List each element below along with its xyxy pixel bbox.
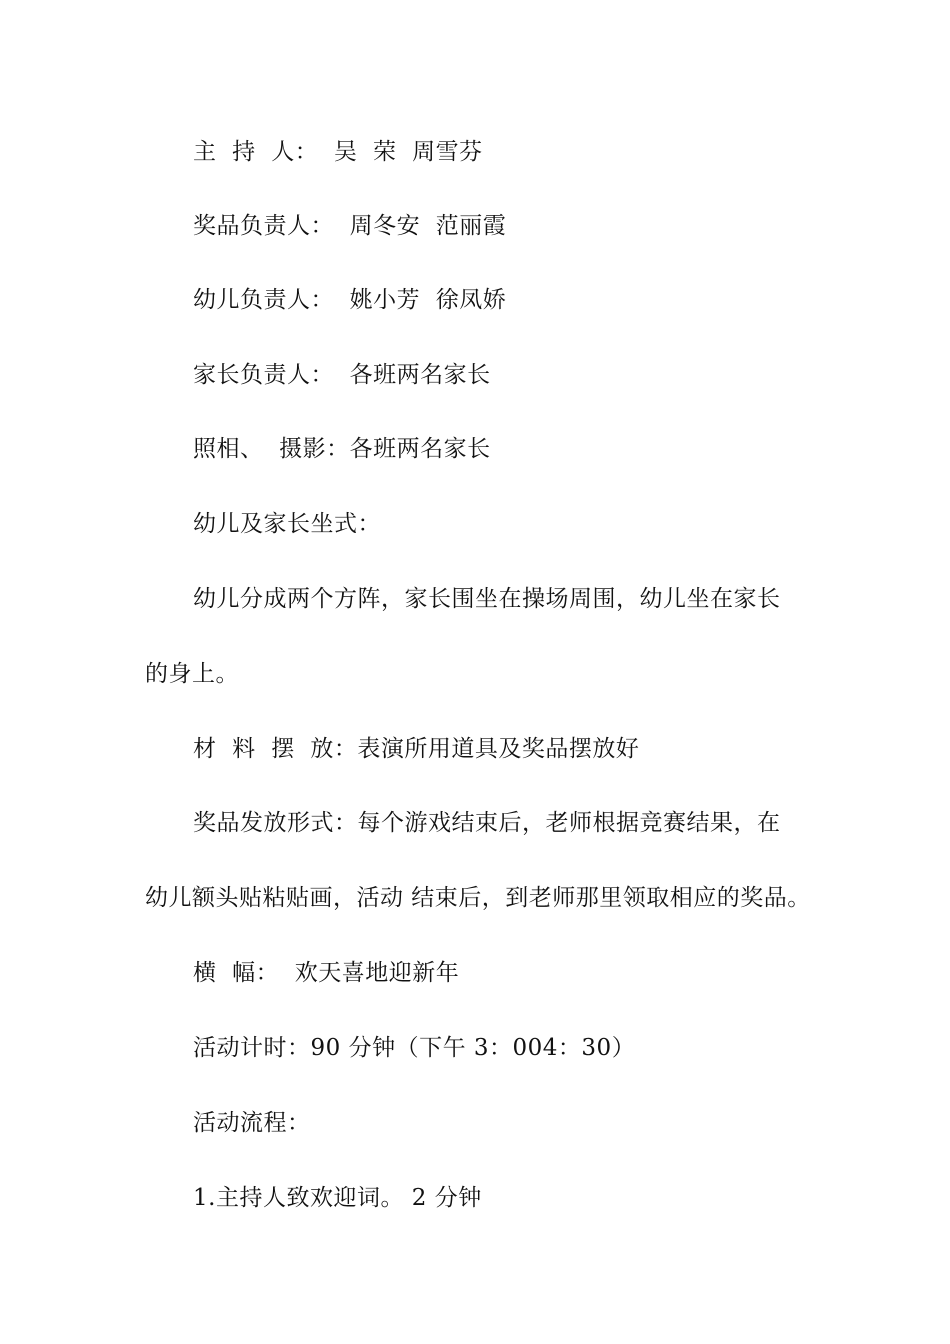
photography-line: 照相、 摄影：各班两名家长 (193, 436, 491, 462)
prize-manager-line: 奖品负责人： 周冬安 范丽霞 (193, 213, 507, 239)
activity-time-line: 活动计时：90 分钟（下午 3：004：30） (193, 1035, 636, 1061)
children-manager-line: 幼儿负责人： 姚小芳 徐凤娇 (193, 287, 507, 313)
parent-manager-line: 家长负责人： 各班两名家长 (193, 362, 491, 388)
materials-line: 材 料 摆 放：表演所用道具及奖品摆放好 (193, 736, 640, 762)
activity-flow-heading: 活动流程： (193, 1110, 311, 1136)
seating-heading: 幼儿及家长坐式： (193, 511, 381, 537)
seating-paragraph-line-2: 的身上。 (145, 661, 239, 687)
flow-item-1: 1.主持人致欢迎词。 2 分钟 (193, 1185, 482, 1211)
host-line: 主 持 人： 吴 荣 周雪芬 (193, 139, 483, 165)
banner-line: 横 幅： 欢天喜地迎新年 (193, 960, 460, 986)
prize-distribution-line-2: 幼儿额头贴粘贴画，活动 结束后，到老师那里领取相应的奖品。 (145, 885, 811, 911)
prize-distribution-line-1: 奖品发放形式：每个游戏结束后，老师根据竞赛结果，在 (193, 810, 781, 836)
seating-paragraph-line-1: 幼儿分成两个方阵，家长围坐在操场周围，幼儿坐在家长 (193, 586, 781, 612)
